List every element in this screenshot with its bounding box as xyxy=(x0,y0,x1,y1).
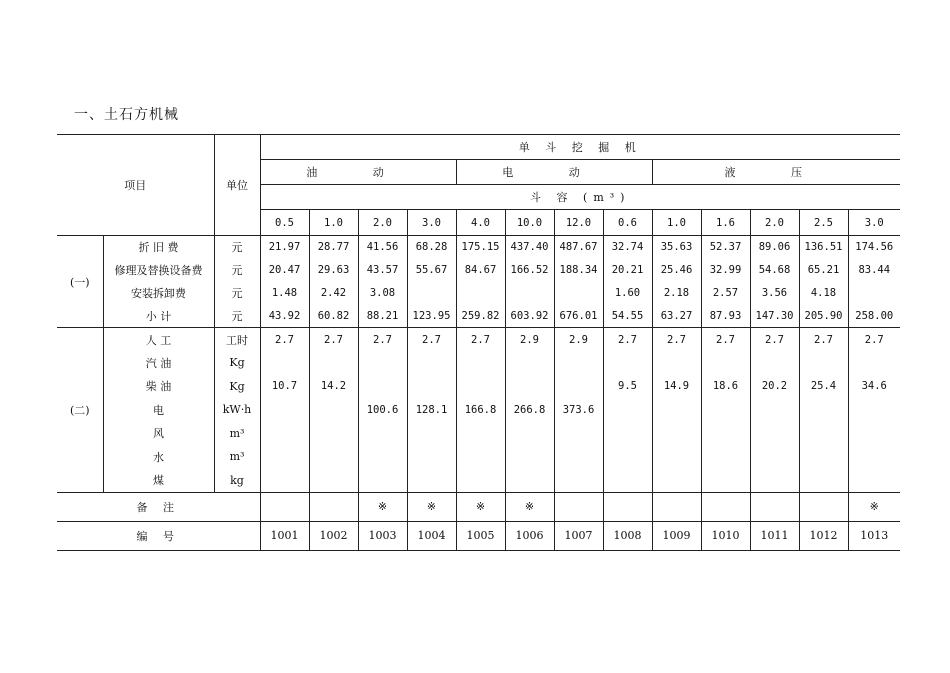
value-cell: 166.8 xyxy=(456,398,505,422)
value-cell: 35.63 xyxy=(652,236,701,259)
value-cell xyxy=(554,445,603,469)
item-name: 汽 油 xyxy=(103,351,214,375)
value-cell xyxy=(799,398,848,422)
value-cell xyxy=(309,469,358,493)
value-cell xyxy=(505,445,554,469)
value-cell: 84.67 xyxy=(456,259,505,282)
item-name: 柴 油 xyxy=(103,375,214,399)
remark-cell xyxy=(260,492,309,521)
value-cell xyxy=(799,351,848,375)
code-cell: 1010 xyxy=(701,521,750,550)
code-cell: 1001 xyxy=(260,521,309,550)
capacity-cell: 3.0 xyxy=(848,210,900,236)
header-item: 项目 xyxy=(57,135,214,236)
value-cell: 266.8 xyxy=(505,398,554,422)
table-row xyxy=(57,236,900,259)
code-cell: 1012 xyxy=(799,521,848,550)
code-cell: 1008 xyxy=(603,521,652,550)
value-cell: 10.7 xyxy=(260,375,309,399)
value-cell: 83.44 xyxy=(848,259,900,282)
value-cell xyxy=(505,469,554,493)
value-cell xyxy=(260,469,309,493)
value-cell: 373.6 xyxy=(554,398,603,422)
value-cell: 34.6 xyxy=(848,375,900,399)
value-cell xyxy=(505,422,554,446)
value-cell xyxy=(358,375,407,399)
value-cell xyxy=(456,445,505,469)
value-cell: 437.40 xyxy=(505,236,554,259)
value-cell xyxy=(799,469,848,493)
value-cell xyxy=(603,398,652,422)
value-cell xyxy=(652,469,701,493)
remark-cell xyxy=(652,492,701,521)
value-cell xyxy=(652,422,701,446)
value-cell xyxy=(799,445,848,469)
value-cell: 20.47 xyxy=(260,259,309,282)
header-drive-hydraulic: 液 压 xyxy=(652,160,900,185)
value-cell xyxy=(309,445,358,469)
item-name: 电 xyxy=(103,398,214,422)
capacity-cell: 0.5 xyxy=(260,210,309,236)
value-cell: 123.95 xyxy=(407,305,456,328)
value-cell xyxy=(260,445,309,469)
value-cell xyxy=(848,398,900,422)
value-cell: 20.21 xyxy=(603,259,652,282)
table-row xyxy=(57,351,900,375)
table-row xyxy=(57,422,900,446)
value-cell: 89.06 xyxy=(750,236,799,259)
value-cell: 603.92 xyxy=(505,305,554,328)
value-cell xyxy=(848,469,900,493)
value-cell xyxy=(407,282,456,305)
value-cell: 68.28 xyxy=(407,236,456,259)
value-cell xyxy=(407,375,456,399)
value-cell: 60.82 xyxy=(309,305,358,328)
capacity-cell: 2.0 xyxy=(358,210,407,236)
item-unit: kW·h xyxy=(214,398,260,422)
value-cell: 487.67 xyxy=(554,236,603,259)
value-cell: 25.46 xyxy=(652,259,701,282)
value-cell xyxy=(260,351,309,375)
table-row xyxy=(57,445,900,469)
remark-cell xyxy=(603,492,652,521)
value-cell xyxy=(799,422,848,446)
capacity-cell: 2.0 xyxy=(750,210,799,236)
value-cell: 88.21 xyxy=(358,305,407,328)
value-cell: 2.7 xyxy=(260,328,309,352)
item-name: 人 工 xyxy=(103,328,214,352)
remark-cell: ※ xyxy=(505,492,554,521)
code-cell: 1009 xyxy=(652,521,701,550)
item-unit: m³ xyxy=(214,445,260,469)
header-machine: 单 斗 挖 掘 机 xyxy=(260,135,900,160)
value-cell: 87.93 xyxy=(701,305,750,328)
item-name: 水 xyxy=(103,445,214,469)
item-name: 小 计 xyxy=(103,305,214,328)
value-cell: 21.97 xyxy=(260,236,309,259)
capacity-cell: 4.0 xyxy=(456,210,505,236)
item-unit: 元 xyxy=(214,305,260,328)
value-cell xyxy=(260,398,309,422)
value-cell: 2.7 xyxy=(848,328,900,352)
capacity-cell: 1.6 xyxy=(701,210,750,236)
value-cell: 2.7 xyxy=(456,328,505,352)
value-cell: 43.57 xyxy=(358,259,407,282)
value-cell xyxy=(652,445,701,469)
item-unit: Kg xyxy=(214,375,260,399)
header-drive-oil: 油 动 xyxy=(260,160,456,185)
value-cell: 3.08 xyxy=(358,282,407,305)
value-cell: 175.15 xyxy=(456,236,505,259)
value-cell: 1.48 xyxy=(260,282,309,305)
value-cell: 2.7 xyxy=(407,328,456,352)
value-cell: 32.74 xyxy=(603,236,652,259)
header-drive-electric: 电 动 xyxy=(456,160,652,185)
value-cell: 43.92 xyxy=(260,305,309,328)
value-cell xyxy=(554,282,603,305)
value-cell xyxy=(603,351,652,375)
value-cell: 676.01 xyxy=(554,305,603,328)
value-cell: 14.9 xyxy=(652,375,701,399)
table-row xyxy=(57,375,900,399)
value-cell: 4.18 xyxy=(799,282,848,305)
value-cell xyxy=(505,375,554,399)
value-cell: 2.9 xyxy=(554,328,603,352)
value-cell xyxy=(456,282,505,305)
table-row xyxy=(57,398,900,422)
value-cell xyxy=(358,469,407,493)
value-cell xyxy=(505,282,554,305)
value-cell: 2.7 xyxy=(750,328,799,352)
remark-cell xyxy=(309,492,358,521)
capacity-cell: 1.0 xyxy=(309,210,358,236)
value-cell: 188.34 xyxy=(554,259,603,282)
value-cell xyxy=(309,351,358,375)
value-cell xyxy=(848,422,900,446)
value-cell xyxy=(260,422,309,446)
code-cell: 1007 xyxy=(554,521,603,550)
code-cell: 1003 xyxy=(358,521,407,550)
header-row-machine xyxy=(57,135,900,160)
code-cell: 1006 xyxy=(505,521,554,550)
value-cell: 2.7 xyxy=(652,328,701,352)
value-cell xyxy=(554,375,603,399)
item-unit: 元 xyxy=(214,259,260,282)
value-cell xyxy=(554,469,603,493)
value-cell xyxy=(456,422,505,446)
table-row xyxy=(57,328,900,352)
value-cell: 2.7 xyxy=(358,328,407,352)
value-cell xyxy=(554,351,603,375)
item-name: 折 旧 费 xyxy=(103,236,214,259)
remarks-row xyxy=(57,492,900,521)
code-cell: 1004 xyxy=(407,521,456,550)
value-cell: 2.7 xyxy=(603,328,652,352)
value-cell xyxy=(701,422,750,446)
value-cell: 259.82 xyxy=(456,305,505,328)
item-unit: 元 xyxy=(214,282,260,305)
value-cell: 20.2 xyxy=(750,375,799,399)
remark-cell xyxy=(701,492,750,521)
value-cell xyxy=(456,375,505,399)
value-cell xyxy=(309,398,358,422)
value-cell xyxy=(505,351,554,375)
value-cell: 18.6 xyxy=(701,375,750,399)
item-unit: Kg xyxy=(214,351,260,375)
item-name: 安装拆卸费 xyxy=(103,282,214,305)
remark-cell: ※ xyxy=(456,492,505,521)
code-cell: 1002 xyxy=(309,521,358,550)
item-unit: m³ xyxy=(214,422,260,446)
value-cell xyxy=(407,351,456,375)
value-cell xyxy=(456,351,505,375)
value-cell: 2.57 xyxy=(701,282,750,305)
value-cell xyxy=(701,469,750,493)
value-cell: 25.4 xyxy=(799,375,848,399)
group-label: (一) xyxy=(57,236,103,328)
value-cell xyxy=(701,445,750,469)
value-cell xyxy=(407,469,456,493)
value-cell xyxy=(309,422,358,446)
value-cell: 54.68 xyxy=(750,259,799,282)
value-cell xyxy=(701,351,750,375)
value-cell: 41.56 xyxy=(358,236,407,259)
value-cell: 2.7 xyxy=(701,328,750,352)
machine-cost-table xyxy=(57,134,900,551)
value-cell xyxy=(603,469,652,493)
value-cell xyxy=(652,398,701,422)
remark-cell: ※ xyxy=(358,492,407,521)
value-cell xyxy=(848,282,900,305)
value-cell xyxy=(603,445,652,469)
table-row xyxy=(57,305,900,328)
section-title: 一、土石方机械 xyxy=(74,107,179,123)
value-cell: 2.18 xyxy=(652,282,701,305)
value-cell xyxy=(358,351,407,375)
value-cell: 258.00 xyxy=(848,305,900,328)
value-cell xyxy=(701,398,750,422)
value-cell: 14.2 xyxy=(309,375,358,399)
value-cell xyxy=(848,351,900,375)
capacity-cell: 1.0 xyxy=(652,210,701,236)
value-cell xyxy=(407,422,456,446)
value-cell: 52.37 xyxy=(701,236,750,259)
value-cell: 205.90 xyxy=(799,305,848,328)
value-cell xyxy=(603,422,652,446)
code-cell: 1005 xyxy=(456,521,505,550)
capacity-cell: 0.6 xyxy=(603,210,652,236)
value-cell: 9.5 xyxy=(603,375,652,399)
value-cell: 2.7 xyxy=(799,328,848,352)
value-cell xyxy=(554,422,603,446)
table-row xyxy=(57,282,900,305)
value-cell xyxy=(750,445,799,469)
value-cell: 63.27 xyxy=(652,305,701,328)
value-cell: 2.9 xyxy=(505,328,554,352)
value-cell xyxy=(750,469,799,493)
value-cell xyxy=(848,445,900,469)
value-cell xyxy=(750,351,799,375)
value-cell: 2.7 xyxy=(309,328,358,352)
capacity-cell: 3.0 xyxy=(407,210,456,236)
item-unit: 工时 xyxy=(214,328,260,352)
remark-cell: ※ xyxy=(848,492,900,521)
value-cell: 55.67 xyxy=(407,259,456,282)
value-cell xyxy=(750,422,799,446)
group-label: (二) xyxy=(57,328,103,493)
item-name: 修理及替换设备费 xyxy=(103,259,214,282)
capacity-cell: 2.5 xyxy=(799,210,848,236)
value-cell xyxy=(407,445,456,469)
table-row xyxy=(57,259,900,282)
capacity-cell: 12.0 xyxy=(554,210,603,236)
value-cell: 54.55 xyxy=(603,305,652,328)
remark-cell xyxy=(554,492,603,521)
remark-cell xyxy=(750,492,799,521)
value-cell: 65.21 xyxy=(799,259,848,282)
header-unit: 单位 xyxy=(214,135,260,236)
value-cell: 1.60 xyxy=(603,282,652,305)
value-cell xyxy=(652,351,701,375)
remarks-label: 备 注 xyxy=(57,492,260,521)
item-unit: 元 xyxy=(214,236,260,259)
remark-cell: ※ xyxy=(407,492,456,521)
capacity-cell: 10.0 xyxy=(505,210,554,236)
table-row xyxy=(57,469,900,493)
value-cell: 147.30 xyxy=(750,305,799,328)
value-cell: 136.51 xyxy=(799,236,848,259)
value-cell: 28.77 xyxy=(309,236,358,259)
value-cell xyxy=(750,398,799,422)
value-cell xyxy=(456,469,505,493)
value-cell: 29.63 xyxy=(309,259,358,282)
value-cell xyxy=(358,445,407,469)
code-cell: 1013 xyxy=(848,521,900,550)
value-cell: 2.42 xyxy=(309,282,358,305)
item-name: 煤 xyxy=(103,469,214,493)
value-cell: 174.56 xyxy=(848,236,900,259)
value-cell: 128.1 xyxy=(407,398,456,422)
value-cell: 32.99 xyxy=(701,259,750,282)
header-capacity: 斗 容 (m³) xyxy=(260,185,900,210)
value-cell: 166.52 xyxy=(505,259,554,282)
remark-cell xyxy=(799,492,848,521)
value-cell: 3.56 xyxy=(750,282,799,305)
code-cell: 1011 xyxy=(750,521,799,550)
item-name: 风 xyxy=(103,422,214,446)
code-label: 编 号 xyxy=(57,521,260,550)
value-cell xyxy=(358,422,407,446)
code-row xyxy=(57,521,900,550)
value-cell: 100.6 xyxy=(358,398,407,422)
item-unit: kg xyxy=(214,469,260,493)
